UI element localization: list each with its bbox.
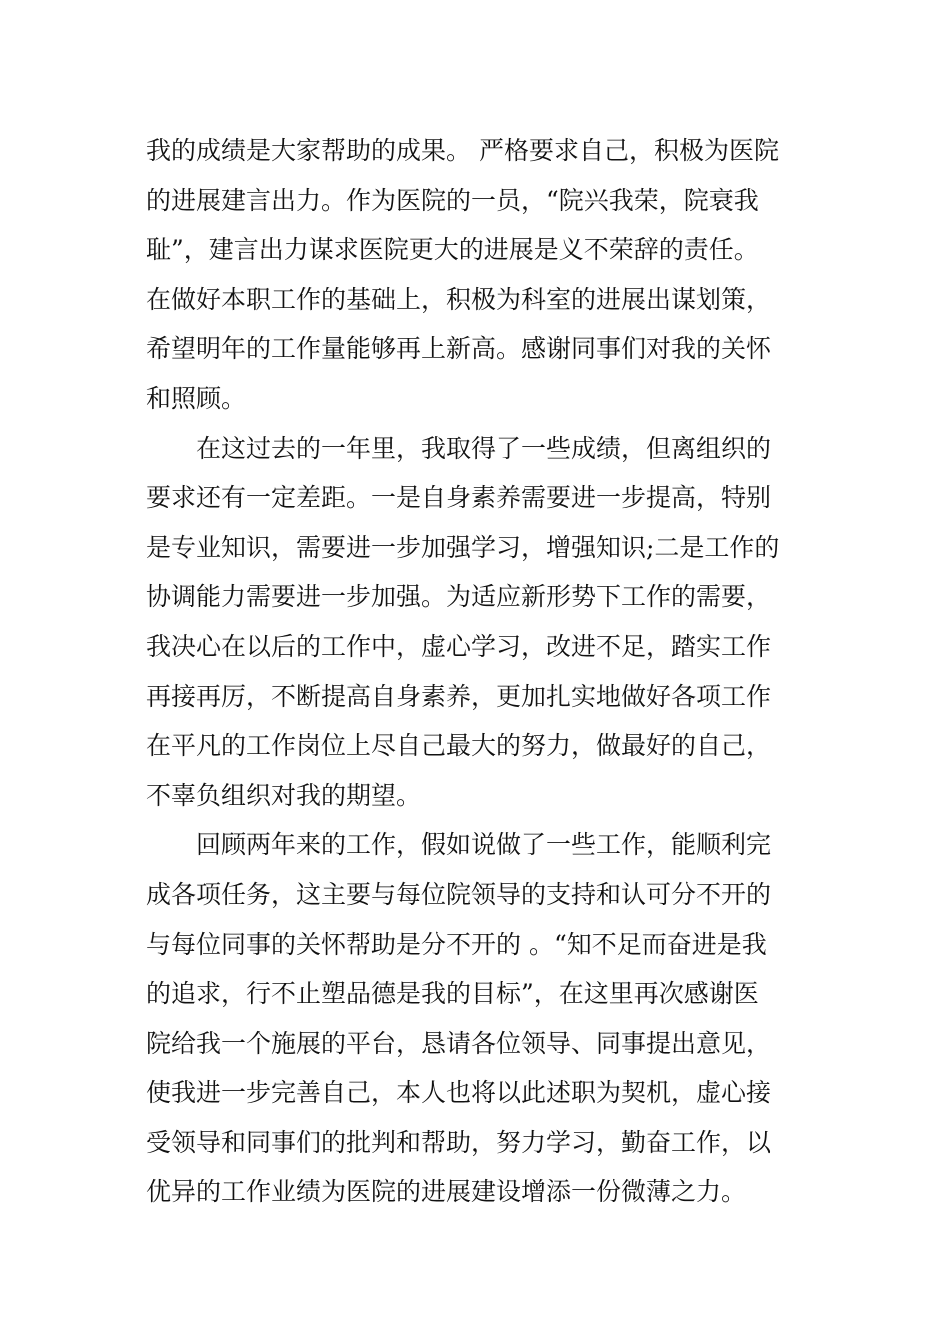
text-line: 再接再厉，不断提高自身素养，更加扎实地做好各项工作 [146, 681, 772, 711]
text-line: 成各项任务，这主要与每位院领导的支持和认可分不开的 [146, 879, 772, 909]
paragraph-start-line: 在这过去的一年里，我取得了一些成绩，但离组织的 [196, 433, 772, 463]
text-line: 耻”，建言出力谋求医院更大的进展是义不荣辞的责任。 [146, 235, 759, 265]
text-line: 的进展建言出力。作为医院的一员，“院兴我荣，院衰我 [146, 185, 759, 215]
text-line: 在平凡的工作岗位上尽自己最大的努力，做最好的自己， [146, 731, 772, 761]
text-line: 院给我一个施展的平台，恳请各位领导、同事提出意见， [146, 1028, 772, 1058]
text-line: 协调能力需要进一步加强。为适应新形势下工作的需要， [146, 582, 772, 612]
body-text [146, 126, 810, 1217]
text-line: 我决心在以后的工作中，虚心学习，改进不足，踏实工作 [146, 631, 772, 661]
text-line: 是专业知识，需要进一步加强学习，增强知识;二是工作的 [146, 532, 780, 562]
text-line: 希望明年的工作量能够再上新高。感谢同事们对我的关怀 [146, 334, 772, 364]
text-line: 优异的工作业绩为医院的进展建设增添一份微薄之力。 [146, 1177, 747, 1207]
text-line: 受领导和同事们的批判和帮助，努力学习，勤奋工作，以 [146, 1127, 772, 1157]
text-line: 不辜负组织对我的期望。 [146, 780, 422, 810]
text-line: 要求还有一定差距。一是自身素养需要进一步提高，特别 [146, 483, 772, 513]
text-line: 与每位同事的关怀帮助是分不开的 。“知不足而奋进是我 [146, 929, 767, 959]
text-line: 我的成绩是大家帮助的成果。 严格要求自己，积极为医院 [146, 136, 779, 165]
text-line: 和照顾。 [146, 383, 247, 413]
paragraph-start-line: 回顾两年来的工作，假如说做了一些工作，能顺利完 [196, 830, 772, 860]
text-line: 在做好本职工作的基础上，积极为科室的进展出谋划策， [146, 284, 772, 314]
text-line: 的追求，行不止塑品德是我的目标”，在这里再次感谢医 [146, 979, 759, 1009]
text-line: 使我进一步完善自己，本人也将以此述职为契机，虚心接 [146, 1078, 772, 1108]
